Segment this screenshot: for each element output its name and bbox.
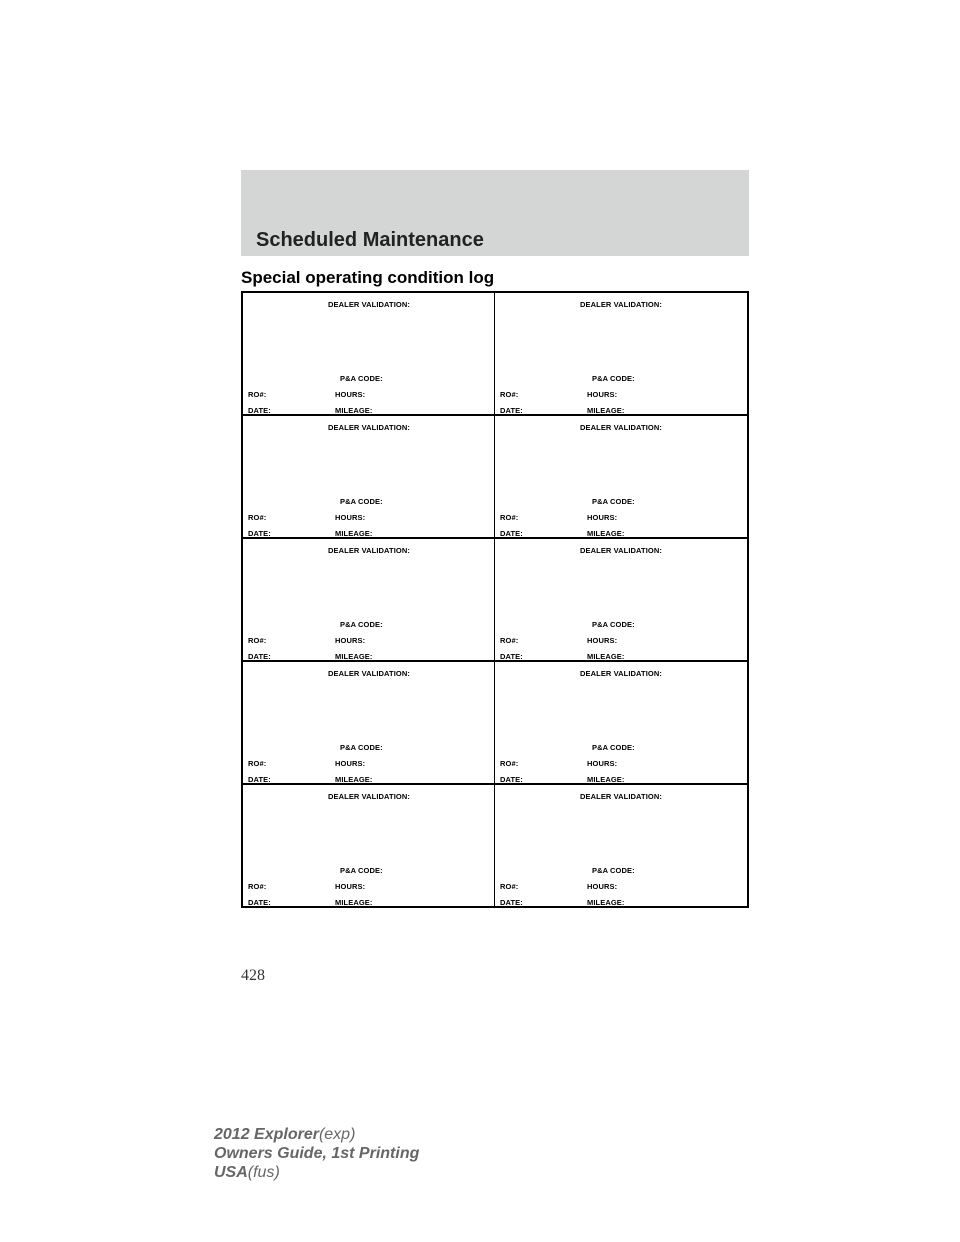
ro-number-label: RO#: xyxy=(500,759,519,768)
date-label: DATE: xyxy=(500,406,523,415)
footer-market-code: (fus) xyxy=(247,1164,280,1181)
pa-code-label: P&A CODE: xyxy=(592,866,635,875)
dealer-validation-label: DEALER VALIDATION: xyxy=(580,792,662,801)
ro-number-label: RO#: xyxy=(500,636,519,645)
mileage-label: MILEAGE: xyxy=(587,529,625,538)
pa-code-label: P&A CODE: xyxy=(592,743,635,752)
section-header-title: Scheduled Maintenance xyxy=(256,229,484,251)
pa-code-label: P&A CODE: xyxy=(592,374,635,383)
mileage-label: MILEAGE: xyxy=(587,652,625,661)
pa-code-label: P&A CODE: xyxy=(340,497,383,506)
log-entry xyxy=(495,662,747,783)
mileage-label: MILEAGE: xyxy=(587,775,625,784)
log-entry xyxy=(495,293,747,414)
pa-code-label: P&A CODE: xyxy=(340,620,383,629)
log-row xyxy=(243,539,747,662)
dealer-validation-label: DEALER VALIDATION: xyxy=(328,423,410,432)
log-entry xyxy=(243,539,495,660)
ro-number-label: RO#: xyxy=(500,882,519,891)
hours-label: HOURS: xyxy=(335,882,366,891)
condition-log-table xyxy=(241,291,749,908)
dealer-validation-label: DEALER VALIDATION: xyxy=(328,546,410,555)
ro-number-label: RO#: xyxy=(500,513,519,522)
date-label: DATE: xyxy=(248,652,271,661)
date-label: DATE: xyxy=(500,652,523,661)
log-entry xyxy=(495,539,747,660)
hours-label: HOURS: xyxy=(335,390,366,399)
print-footer xyxy=(214,1125,419,1182)
mileage-label: MILEAGE: xyxy=(335,406,373,415)
hours-label: HOURS: xyxy=(587,390,618,399)
dealer-validation-label: DEALER VALIDATION: xyxy=(328,792,410,801)
date-label: DATE: xyxy=(500,529,523,538)
dealer-validation-label: DEALER VALIDATION: xyxy=(580,423,662,432)
date-label: DATE: xyxy=(500,775,523,784)
mileage-label: MILEAGE: xyxy=(587,406,625,415)
log-row xyxy=(243,785,747,908)
dealer-validation-label: DEALER VALIDATION: xyxy=(580,669,662,678)
hours-label: HOURS: xyxy=(587,636,618,645)
hours-label: HOURS: xyxy=(587,513,618,522)
hours-label: HOURS: xyxy=(587,759,618,768)
date-label: DATE: xyxy=(500,898,523,907)
hours-label: HOURS: xyxy=(335,636,366,645)
page-title: Special operating condition log xyxy=(241,268,495,287)
footer-guide: Owners Guide, 1st Printing xyxy=(214,1145,420,1162)
log-entry xyxy=(495,416,747,537)
mileage-label: MILEAGE: xyxy=(587,898,625,907)
hours-label: HOURS: xyxy=(335,759,366,768)
log-entry xyxy=(243,416,495,537)
dealer-validation-label: DEALER VALIDATION: xyxy=(580,546,662,555)
footer-model: 2012 Explorer xyxy=(214,1126,319,1143)
mileage-label: MILEAGE: xyxy=(335,775,373,784)
date-label: DATE: xyxy=(248,406,271,415)
header-band xyxy=(241,170,749,256)
footer-model-code: (exp) xyxy=(318,1126,356,1143)
log-row xyxy=(243,416,747,539)
ro-number-label: RO#: xyxy=(248,513,267,522)
date-label: DATE: xyxy=(248,898,271,907)
dealer-validation-label: DEALER VALIDATION: xyxy=(328,300,410,309)
date-label: DATE: xyxy=(248,529,271,538)
log-entry xyxy=(495,785,747,908)
ro-number-label: RO#: xyxy=(500,390,519,399)
hours-label: HOURS: xyxy=(335,513,366,522)
ro-number-label: RO#: xyxy=(248,882,267,891)
log-row xyxy=(243,293,747,416)
pa-code-label: P&A CODE: xyxy=(592,497,635,506)
dealer-validation-label: DEALER VALIDATION: xyxy=(580,300,662,309)
log-entry xyxy=(243,662,495,783)
log-entry xyxy=(243,293,495,414)
footer-market: USA xyxy=(214,1164,248,1181)
mileage-label: MILEAGE: xyxy=(335,898,373,907)
mileage-label: MILEAGE: xyxy=(335,529,373,538)
pa-code-label: P&A CODE: xyxy=(340,866,383,875)
page-number: 428 xyxy=(241,967,265,984)
pa-code-label: P&A CODE: xyxy=(340,374,383,383)
pa-code-label: P&A CODE: xyxy=(592,620,635,629)
pa-code-label: P&A CODE: xyxy=(340,743,383,752)
date-label: DATE: xyxy=(248,775,271,784)
hours-label: HOURS: xyxy=(587,882,618,891)
ro-number-label: RO#: xyxy=(248,759,267,768)
dealer-validation-label: DEALER VALIDATION: xyxy=(328,669,410,678)
ro-number-label: RO#: xyxy=(248,636,267,645)
ro-number-label: RO#: xyxy=(248,390,267,399)
log-row xyxy=(243,662,747,785)
mileage-label: MILEAGE: xyxy=(335,652,373,661)
log-entry xyxy=(243,785,495,908)
